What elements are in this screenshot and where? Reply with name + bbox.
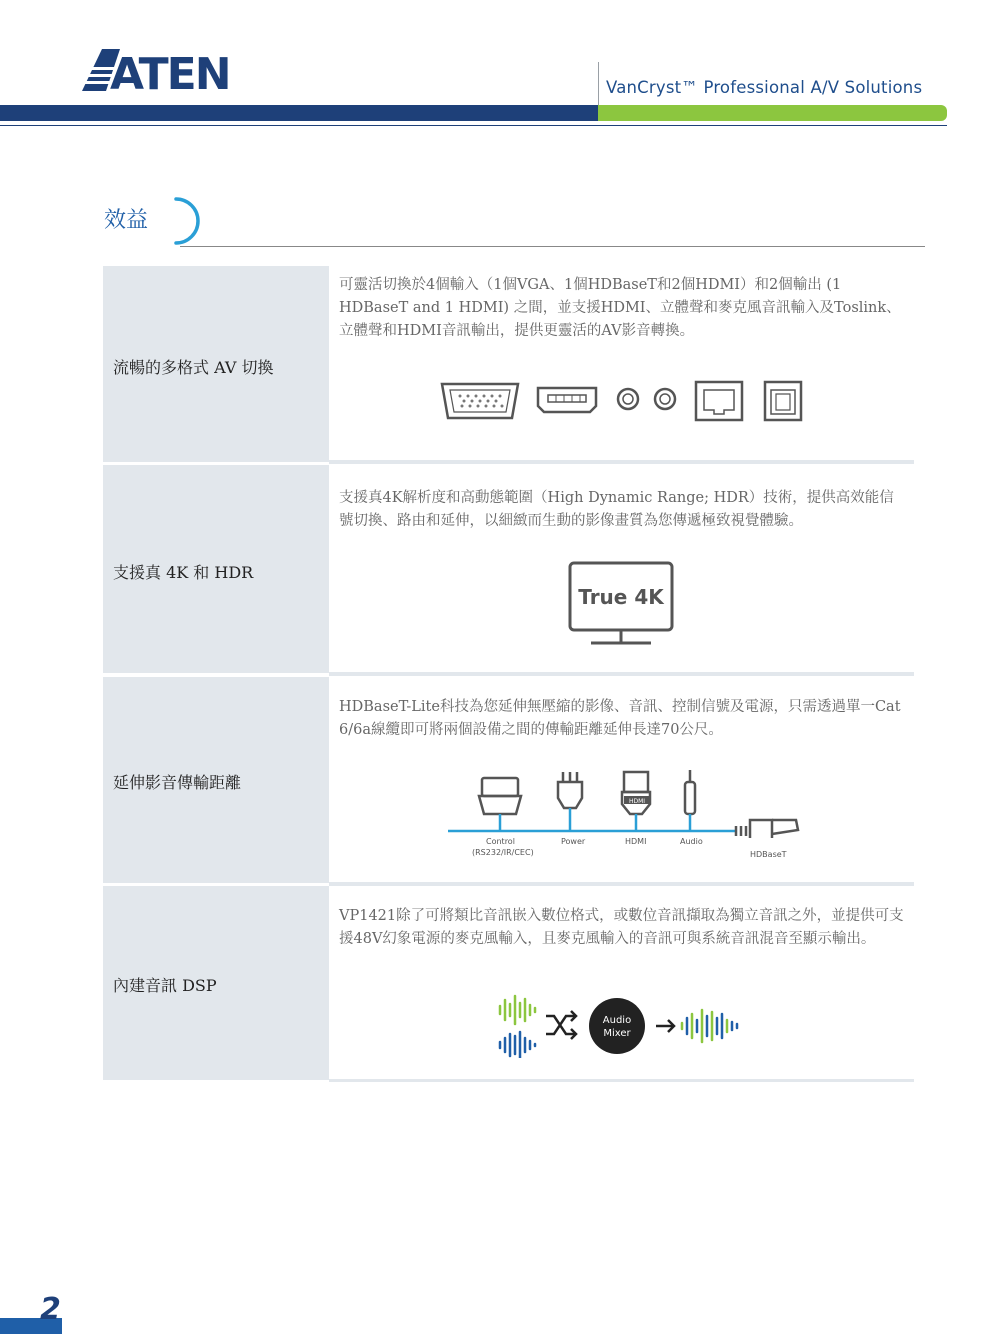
row-separator <box>329 460 914 464</box>
row-label: 流暢的多格式 AV 切換 <box>113 358 274 377</box>
connector-label-control: Control <box>486 837 515 846</box>
waveform-icon <box>500 1032 535 1058</box>
audio-plug-icon <box>685 770 695 831</box>
audio-jack-icon <box>618 389 638 409</box>
header-band-blue <box>0 105 598 121</box>
monitor-text: True 4K <box>578 585 664 609</box>
row-description: HDBaseT-Lite科技為您延伸無壓縮的影像、音訊、控制信號及電源，只需透過單一Cat 6/6a線纜即可將兩個設備之間的傳輸距離延伸長達70公尺。 <box>339 699 901 738</box>
row-label: 支援真 4K 和 HDR <box>113 563 254 582</box>
hdmi-tag: HDMI <box>628 798 646 805</box>
row-separator <box>329 1079 914 1082</box>
waveform-icon <box>682 1010 737 1042</box>
row-label: 內建音訊 DSP <box>113 976 217 995</box>
rj45-port-icon <box>696 382 742 420</box>
db9-connector-icon <box>479 778 521 831</box>
row-description: 可靈活切換於4個輸入（1個VGA、1個HDBaseT和2個HDMI）和2個輸出 (1 HDBaseT and 1 HDMI) 之間，並支援HDMI、立體聲和麥克風音訊輸入及Toslink、立體聲和HDMI音訊輸出，提供更靈活的AV影音轉換。 <box>339 277 901 339</box>
header-band-green <box>598 105 947 121</box>
audio-mixer-diagram <box>496 994 746 1058</box>
monitor-icon <box>566 560 676 648</box>
connector-label-power: Power <box>561 837 586 846</box>
header-rule <box>0 125 947 126</box>
connector-label-audio: Audio <box>680 837 703 846</box>
connector-label-hdmi: HDMI <box>625 837 647 846</box>
row-separator <box>329 672 914 676</box>
row-description: 支援真4K解析度和高動態範圍（High Dynamic Range; HDR）技術，提供高效能信號切換、路由和延伸，以細緻而生動的影像畫質為您傳遞極致視覺體驗。 <box>339 490 894 529</box>
hdmi-port-icon <box>538 388 596 412</box>
mixer-label-line2: Mixer <box>603 1028 631 1039</box>
ports-illustration <box>438 378 808 424</box>
aten-logo <box>80 47 235 93</box>
mixer-label-line1: Audio <box>602 1015 632 1026</box>
waveform-icon <box>500 996 535 1024</box>
power-plug-icon <box>558 772 582 831</box>
mixer-circle <box>589 998 645 1054</box>
section-rule <box>180 246 925 247</box>
connector-label-hdbaset: HDBaseT <box>750 850 787 859</box>
header-divider <box>598 62 599 106</box>
shuffle-icon <box>546 1011 576 1039</box>
header-tagline: VanCryst™ Professional A/V Solutions <box>606 78 923 97</box>
toslink-port-icon <box>765 382 801 420</box>
page-number: 2 <box>40 1292 61 1327</box>
row-label: 延伸影音傳輸距離 <box>113 773 242 792</box>
connector-label-control-sub: (RS232/IR/CEC) <box>472 848 534 857</box>
title-arc-icon <box>166 193 206 249</box>
section-title: 效益 <box>104 208 149 233</box>
rj45-plug-icon <box>736 820 798 838</box>
arrow-right-icon <box>656 1020 674 1032</box>
audio-jack-icon <box>655 389 675 409</box>
vga-port-icon <box>442 384 518 418</box>
row-description: VP1421除了可將類比音訊嵌入數位格式，或數位音訊擷取為獨立音訊之外，並提供可支援48V幻象電源的麥克風輸入，且麥克風輸入的音訊可與系統音訊混音至顯示輸出。 <box>339 908 904 947</box>
logo-text: ATEN <box>110 49 230 93</box>
hdbaset-diagram <box>446 768 806 838</box>
